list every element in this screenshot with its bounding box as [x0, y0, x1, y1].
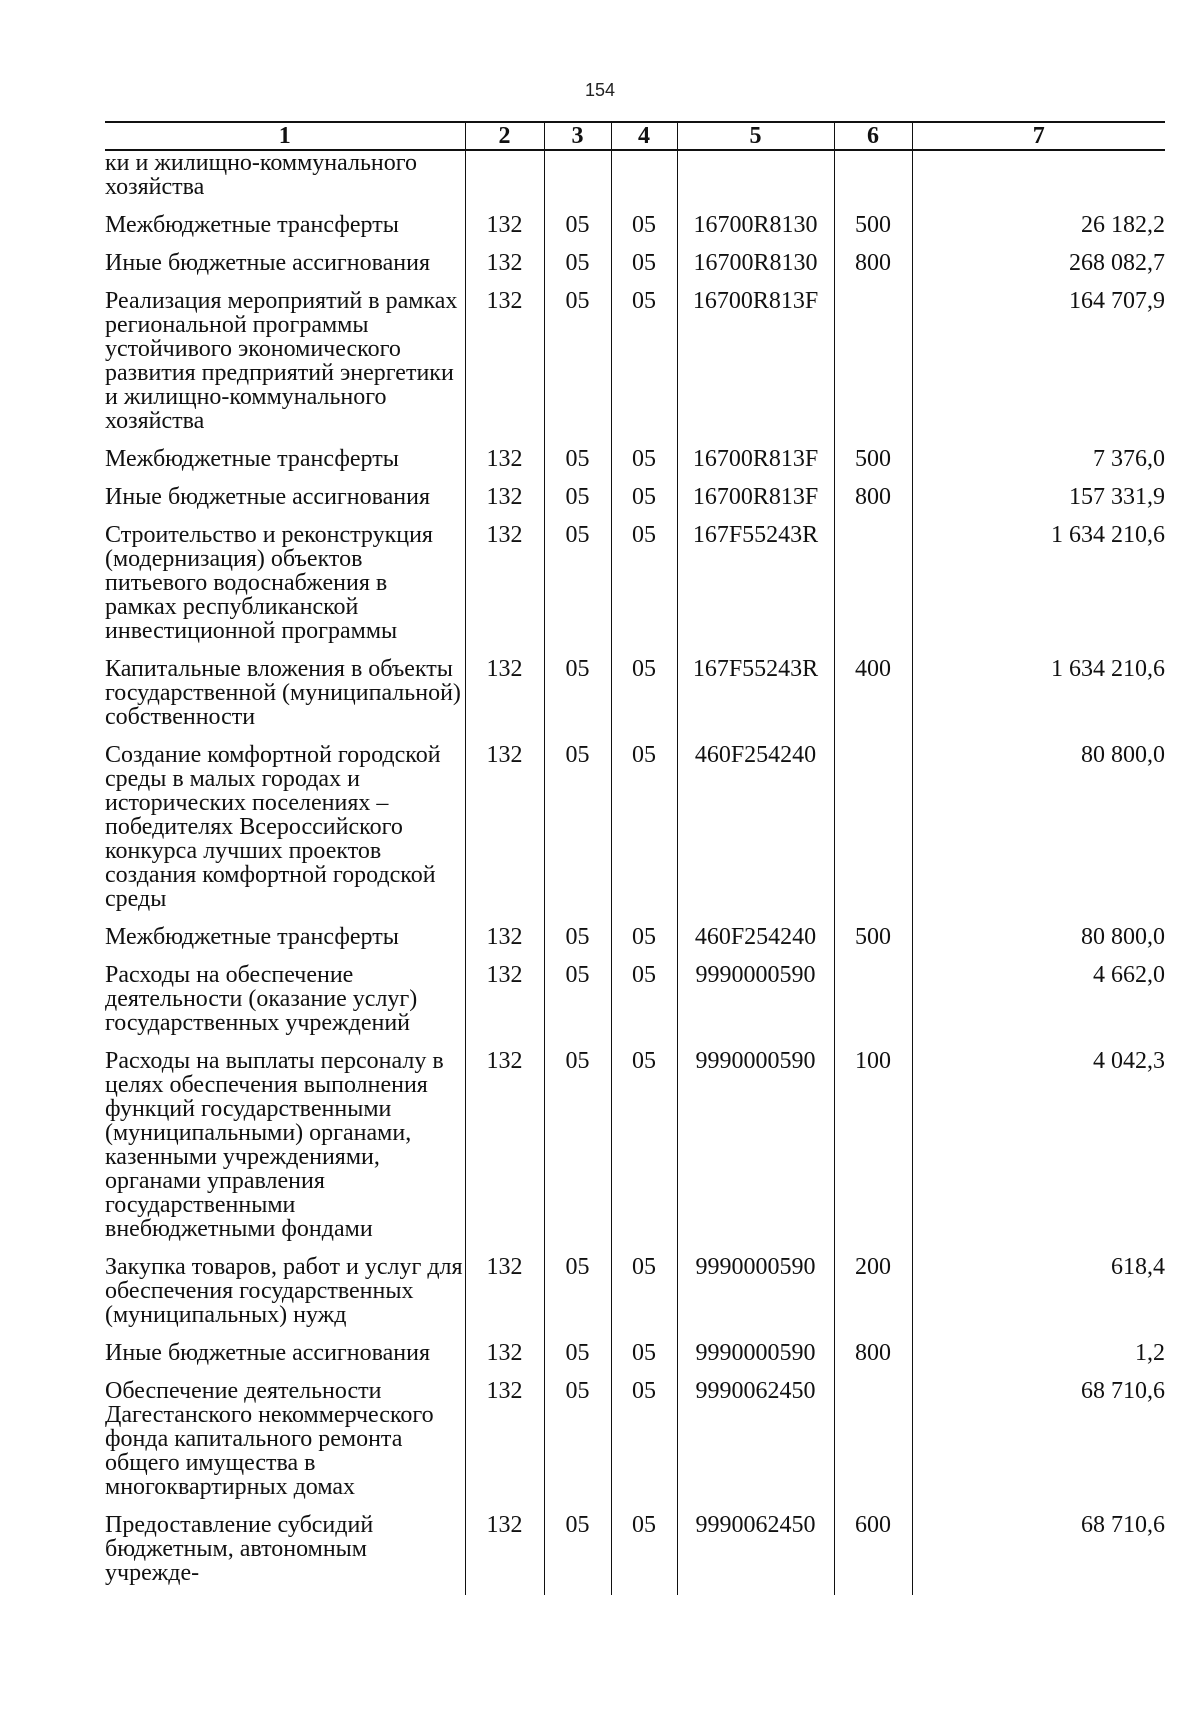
row-code-ministry: 132	[465, 963, 544, 1049]
row-name: Предоставление субсидий бюджетным, автономным учрежде-	[105, 1512, 374, 1586]
table-row	[105, 1341, 1165, 1379]
row-amount: 4 662,0	[912, 963, 1165, 1049]
row-name: Межбюджетные трансферты	[105, 924, 399, 950]
row-code-expense-type	[834, 523, 912, 657]
row-code-ministry: 132	[465, 1513, 544, 1595]
row-code-subsection: 05	[611, 743, 677, 925]
row-code-subsection: 05	[611, 963, 677, 1049]
row-code-section: 05	[544, 523, 611, 657]
row-code-target: 16700R813F	[677, 447, 834, 485]
row-amount: 268 082,7	[912, 251, 1165, 289]
row-name: Закупка товаров, работ и услуг для обеспечения государственных (муниципальных) нужд	[105, 1254, 463, 1328]
table-row	[105, 1049, 1165, 1255]
row-code-expense-type: 500	[834, 213, 912, 251]
row-code-expense-type: 600	[834, 1513, 912, 1595]
row-code-subsection	[611, 150, 677, 213]
row-code-ministry: 132	[465, 925, 544, 963]
row-code-target: 16700R813F	[677, 289, 834, 447]
table-row	[105, 289, 1165, 447]
row-name: Иные бюджетные ассигнования	[105, 484, 430, 510]
row-code-target: 9990000590	[677, 963, 834, 1049]
row-name: Иные бюджетные ассигнования	[105, 1340, 430, 1366]
row-amount: 26 182,2	[912, 213, 1165, 251]
table-row	[105, 657, 1165, 743]
row-code-target: 9990000590	[677, 1049, 834, 1255]
row-amount: 164 707,9	[912, 289, 1165, 447]
row-code-section: 05	[544, 1255, 611, 1341]
row-code-target: 16700R8130	[677, 251, 834, 289]
row-code-section: 05	[544, 1513, 611, 1595]
column-header: 6	[834, 122, 912, 150]
row-code-ministry: 132	[465, 485, 544, 523]
row-name: Межбюджетные трансферты	[105, 212, 399, 238]
row-code-target: 9990000590	[677, 1341, 834, 1379]
row-code-expense-type: 500	[834, 447, 912, 485]
row-amount: 68 710,6	[912, 1379, 1165, 1513]
table-body	[105, 150, 1165, 1595]
header-row	[105, 122, 1165, 150]
row-code-subsection: 05	[611, 1513, 677, 1595]
column-header: 5	[677, 122, 834, 150]
row-code-target: 460F254240	[677, 925, 834, 963]
row-name: Иные бюджетные ассигнования	[105, 250, 430, 276]
row-code-ministry: 132	[465, 1049, 544, 1255]
row-code-expense-type: 800	[834, 485, 912, 523]
column-header: 1	[105, 122, 465, 150]
row-code-subsection: 05	[611, 1255, 677, 1341]
row-amount: 68 710,6	[912, 1513, 1165, 1595]
row-name: ки и жилищно-коммунального хозяйства	[105, 150, 417, 200]
row-code-expense-type	[834, 963, 912, 1049]
row-code-expense-type	[834, 150, 912, 213]
row-code-target: 9990062450	[677, 1379, 834, 1513]
row-code-ministry: 132	[465, 1255, 544, 1341]
row-code-ministry: 132	[465, 523, 544, 657]
row-amount: 80 800,0	[912, 925, 1165, 963]
row-amount: 4 042,3	[912, 1049, 1165, 1255]
row-name: Межбюджетные трансферты	[105, 446, 399, 472]
row-amount: 618,4	[912, 1255, 1165, 1341]
row-code-ministry: 132	[465, 743, 544, 925]
row-code-section: 05	[544, 743, 611, 925]
row-code-expense-type: 800	[834, 1341, 912, 1379]
row-code-expense-type	[834, 1379, 912, 1513]
row-amount: 1 634 210,6	[912, 523, 1165, 657]
row-code-target: 16700R8130	[677, 213, 834, 251]
row-code-target: 167F55243R	[677, 657, 834, 743]
row-code-expense-type: 500	[834, 925, 912, 963]
row-code-target: 460F254240	[677, 743, 834, 925]
table-row	[105, 1255, 1165, 1341]
row-code-section: 05	[544, 657, 611, 743]
row-code-subsection: 05	[611, 1049, 677, 1255]
row-code-subsection: 05	[611, 213, 677, 251]
row-name: Расходы на обеспечение деятельности (оказание услуг) государственных учреждений	[105, 962, 418, 1036]
table-row	[105, 523, 1165, 657]
row-code-ministry: 132	[465, 289, 544, 447]
table-row	[105, 485, 1165, 523]
row-name: Капитальные вложения в объекты государственной (муниципальной) собственности	[105, 656, 461, 730]
row-code-subsection: 05	[611, 1379, 677, 1513]
row-code-expense-type	[834, 743, 912, 925]
table-row	[105, 743, 1165, 925]
row-code-expense-type: 200	[834, 1255, 912, 1341]
table-row	[105, 1513, 1165, 1595]
row-code-expense-type: 800	[834, 251, 912, 289]
row-code-section: 05	[544, 485, 611, 523]
row-code-expense-type	[834, 289, 912, 447]
row-code-section: 05	[544, 447, 611, 485]
row-code-expense-type: 400	[834, 657, 912, 743]
row-code-section: 05	[544, 289, 611, 447]
row-code-subsection: 05	[611, 251, 677, 289]
row-code-section: 05	[544, 925, 611, 963]
row-amount	[912, 150, 1165, 213]
row-amount: 157 331,9	[912, 485, 1165, 523]
row-code-section: 05	[544, 963, 611, 1049]
row-code-target: 16700R813F	[677, 485, 834, 523]
row-code-target: 9990062450	[677, 1513, 834, 1595]
table-row	[105, 447, 1165, 485]
row-code-subsection: 05	[611, 657, 677, 743]
row-code-subsection: 05	[611, 485, 677, 523]
row-code-section: 05	[544, 251, 611, 289]
row-code-ministry	[465, 150, 544, 213]
table-row	[105, 925, 1165, 963]
table-row	[105, 150, 1165, 213]
table-row	[105, 963, 1165, 1049]
page-number: 154	[584, 80, 616, 100]
row-code-target	[677, 150, 834, 213]
row-name: Расходы на выплаты персоналу в целях обеспечения выполнения функций государственными (муниципальными) органами, казенными учреждениями, органами управления государственными внебюджетными фондами	[105, 1048, 444, 1242]
row-code-target: 167F55243R	[677, 523, 834, 657]
column-header: 2	[465, 122, 544, 150]
row-amount: 80 800,0	[912, 743, 1165, 925]
budget-table	[105, 121, 1165, 1595]
row-code-ministry: 132	[465, 1379, 544, 1513]
column-header: 4	[611, 122, 677, 150]
column-header: 7	[912, 122, 1165, 150]
row-code-target: 9990000590	[677, 1255, 834, 1341]
row-name: Строительство и реконструкция (модернизация) объектов питьевого водоснабжения в рамках республиканской инвестиционной программы	[105, 522, 433, 644]
row-code-section: 05	[544, 1341, 611, 1379]
row-code-ministry: 132	[465, 251, 544, 289]
row-code-section: 05	[544, 1379, 611, 1513]
row-code-subsection: 05	[611, 447, 677, 485]
row-code-ministry: 132	[465, 1341, 544, 1379]
row-code-subsection: 05	[611, 925, 677, 963]
row-name: Создание комфортной городской среды в малых городах и исторических поселениях – победителях Всероссийского конкурса лучших проектов создания комфортной городской среды	[105, 742, 441, 912]
row-amount: 1 634 210,6	[912, 657, 1165, 743]
row-code-subsection: 05	[611, 1341, 677, 1379]
row-code-ministry: 132	[465, 657, 544, 743]
row-code-expense-type: 100	[834, 1049, 912, 1255]
row-code-subsection: 05	[611, 289, 677, 447]
row-amount: 7 376,0	[912, 447, 1165, 485]
row-name: Реализация мероприятий в рамках региональной программы устойчивого экономического развития предприятий энергетики и жилищно-коммунального хозяйства	[105, 288, 458, 434]
row-code-subsection: 05	[611, 523, 677, 657]
row-code-section	[544, 150, 611, 213]
row-code-ministry: 132	[465, 213, 544, 251]
row-code-section: 05	[544, 213, 611, 251]
table-row	[105, 251, 1165, 289]
row-name: Обеспечение деятельности Дагестанского некоммерческого фонда капитального ремонта общего имущества в многоквартирных домах	[105, 1378, 434, 1500]
row-code-ministry: 132	[465, 447, 544, 485]
row-code-section: 05	[544, 1049, 611, 1255]
row-amount: 1,2	[912, 1341, 1165, 1379]
column-header: 3	[544, 122, 611, 150]
table-row	[105, 213, 1165, 251]
table-row	[105, 1379, 1165, 1513]
